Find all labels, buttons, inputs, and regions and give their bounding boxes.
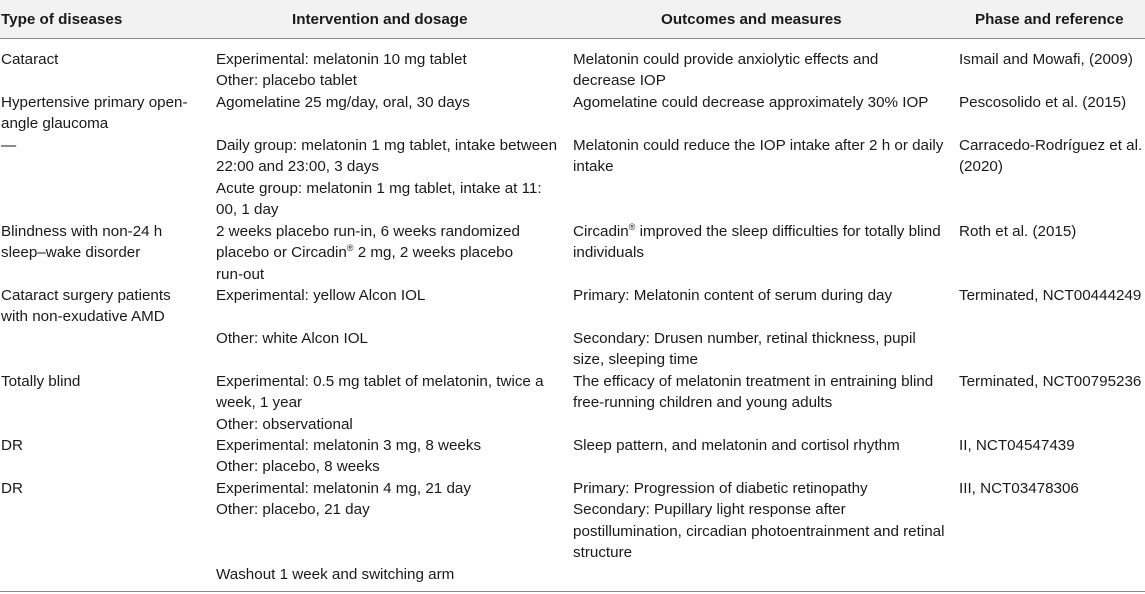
table-cell-outcomes: decrease IOP	[573, 72, 666, 89]
table-cell-outcomes: Agomelatine could decrease approximately 30% IOP	[573, 94, 929, 111]
table-cell-outcomes: The efficacy of melatonin treatment in entraining blind	[573, 373, 934, 390]
table-cell-disease: Blindness with non-24 h	[1, 223, 163, 240]
table-cell-reference: (2020)	[959, 158, 1003, 175]
table-cell-intervention: Experimental: melatonin 3 mg, 8 weeks	[216, 437, 482, 454]
header-outcomes-and-measures: Outcomes and measures	[661, 11, 842, 28]
table-cell-disease: sleep–wake disorder	[1, 244, 141, 261]
table-cell-outcomes: Melatonin could reduce the IOP intake after 2 h or daily	[573, 137, 944, 154]
table-cell-outcomes: Primary: Melatonin content of serum during day	[573, 287, 893, 304]
table-cell-intervention: Other: placebo tablet	[216, 72, 357, 89]
table-cell-disease: Hypertensive primary open-	[1, 94, 188, 111]
table-cell-intervention: Daily group: melatonin 1 mg tablet, intake between	[216, 137, 558, 154]
table-cell-outcomes: Primary: Progression of diabetic retinopathy	[573, 480, 868, 497]
table-cell-outcomes: Secondary: Pupillary light response after	[573, 501, 846, 518]
table-cell-intervention: 2 weeks placebo run-in, 6 weeks randomized	[216, 223, 520, 240]
table-cell-outcomes: postillumination, circadian photoentrainment and retinal	[573, 523, 945, 540]
table-cell-outcomes: Circadin® improved the sleep difficulties for totally blind	[573, 222, 941, 240]
table-cell-intervention: Agomelatine 25 mg/day, oral, 30 days	[216, 94, 470, 111]
table-cell-reference: Terminated, NCT00795236	[959, 373, 1142, 390]
table-cell-intervention: placebo or Circadin® 2 mg, 2 weeks placebo	[216, 243, 514, 261]
table-cell-reference: Ismail and Mowafi, (2009)	[959, 51, 1133, 68]
table-cell-intervention: Other: observational	[216, 416, 353, 433]
table-cell-intervention: Experimental: melatonin 10 mg tablet	[216, 51, 467, 68]
table-cell-outcomes: individuals	[573, 244, 644, 261]
table-bottom-rule	[0, 591, 1145, 592]
header-type-of-diseases: Type of diseases	[1, 11, 123, 28]
table-cell-reference: Pescosolido et al. (2015)	[959, 94, 1127, 111]
table-cell-disease: Cataract	[1, 51, 59, 68]
table-cell-disease: DR	[1, 437, 23, 454]
table-cell-intervention: week, 1 year	[216, 394, 303, 411]
table-cell-disease: angle glaucoma	[1, 115, 109, 132]
table-cell-reference: III, NCT03478306	[959, 480, 1079, 497]
table-cell-intervention: Acute group: melatonin 1 mg tablet, intake at 11:	[216, 180, 542, 197]
table-cell-intervention: Other: white Alcon IOL	[216, 330, 368, 347]
table-cell-intervention: 22:00 and 23:00, 3 days	[216, 158, 379, 175]
table-cell-reference: Terminated, NCT00444249	[959, 287, 1142, 304]
table-header	[0, 0, 1145, 39]
table-cell-intervention: Experimental: melatonin 4 mg, 21 day	[216, 480, 471, 497]
table-cell-intervention: Other: placebo, 21 day	[216, 501, 370, 518]
table-cell-disease: Totally blind	[1, 373, 81, 390]
table-cell-disease: —	[1, 137, 17, 154]
registered-mark: ®	[628, 222, 636, 232]
table-cell-reference: II, NCT04547439	[959, 437, 1075, 454]
table-cell-outcomes: free-running children and young adults	[573, 394, 833, 411]
table-cell-intervention: Other: placebo, 8 weeks	[216, 458, 380, 475]
table-cell-intervention: Experimental: 0.5 mg tablet of melatonin, twice a	[216, 373, 544, 390]
table-cell-outcomes: structure	[573, 544, 633, 561]
table-cell-intervention: Washout 1 week and switching arm	[216, 566, 455, 583]
table-cell-outcomes: intake	[573, 158, 614, 175]
table-cell-outcomes: Sleep pattern, and melatonin and cortisol rhythm	[573, 437, 900, 454]
table-cell-outcomes: size, sleeping time	[573, 351, 698, 368]
header-intervention-and-dosage: Intervention and dosage	[292, 11, 468, 28]
table-cell-intervention: Experimental: yellow Alcon IOL	[216, 287, 426, 304]
registered-mark: ®	[346, 243, 354, 253]
header-phase-and-reference: Phase and reference	[975, 11, 1124, 28]
table-cell-intervention: 00, 1 day	[216, 201, 279, 218]
table-cell-disease: with non-exudative AMD	[1, 308, 165, 325]
table-cell-disease: DR	[1, 480, 23, 497]
table-cell-reference: Roth et al. (2015)	[959, 223, 1077, 240]
table-cell-outcomes: Melatonin could provide anxiolytic effects and	[573, 51, 879, 68]
table-cell-outcomes: Secondary: Drusen number, retinal thickness, pupil	[573, 330, 916, 347]
table-cell-reference: Carracedo-Rodríguez et al.	[959, 137, 1143, 154]
table-cell-intervention: run-out	[216, 266, 265, 283]
table-cell-disease: Cataract surgery patients	[1, 287, 171, 304]
